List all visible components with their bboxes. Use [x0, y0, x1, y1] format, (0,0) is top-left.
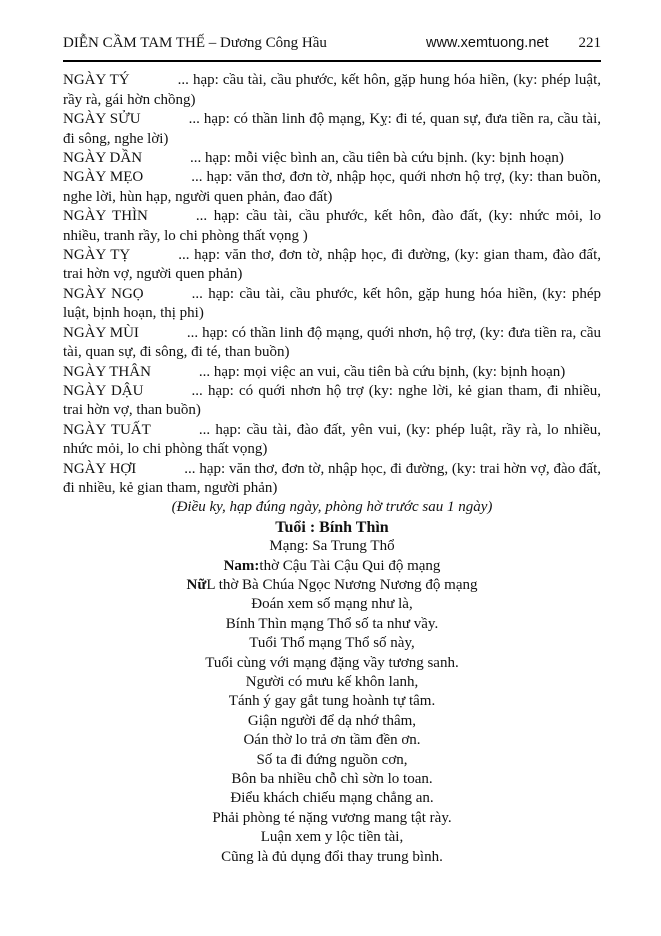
- day-entry-text: ... hạp: mọi việc an vui, cầu tiên bà cứu bịnh, (ky: bịnh hoạn): [198, 363, 566, 380]
- day-label: NGÀY SỬU: [63, 111, 141, 128]
- poem-line: Giận người để dạ nhớ thâm,: [247, 712, 417, 729]
- day-entry-text: ... hạp: có thần linh độ mạng, Kỵ: đi té, quan sự, đưa tiền ra, cầu tài, đi sông, nghe lời): [63, 111, 601, 147]
- fortune-poem: [63, 595, 601, 867]
- header-right: [426, 34, 601, 53]
- poem-line: Số ta đi đứng nguồn cơn,: [256, 751, 408, 768]
- book-title: DIỄN CẦM TAM THẾ – Dương Công Hầu: [63, 35, 327, 51]
- poem-line: Tánh ý gay gắt tung hoành tự tâm.: [228, 693, 436, 710]
- day-entry-text: ... hạp: có thần linh độ mạng, quới nhơn, hộ trợ, (ky: đưa tiền ra, cầu tài, quan sự, đi sông, đi té, than buồn): [63, 324, 601, 361]
- day-entry-dan: [63, 149, 601, 168]
- poem-line: Đoán xem số mạng như là,: [251, 596, 413, 613]
- day-entry-text: ... hạp: cầu tài, cầu phước, kết hôn, đào đất, (ky: nhức mỏi, lo nhiều, tranh rầy, lo chi phòng thất vọng ): [63, 208, 602, 244]
- day-entry-thin: [63, 207, 601, 246]
- poem-line: Bôn ba nhiều chỗ chì sờn lo toan.: [231, 771, 433, 788]
- male-text: thờ Cậu Tài Cậu Qui độ mạng: [259, 557, 441, 574]
- destiny-line: Mạng: Sa Trung Thổ: [269, 538, 395, 555]
- day-entry-hoi: [63, 460, 601, 499]
- page-number: 221: [578, 35, 601, 51]
- day-entry-ngo: [63, 285, 601, 324]
- poem-line: Phải phòng té nặng vương mang tật rày.: [212, 809, 452, 826]
- day-entry-tuat: [63, 421, 601, 460]
- day-label: NGÀY DẬU: [63, 382, 144, 399]
- day-entry-text: ... hạp: cầu tài, cầu phước, kết hôn, gặp hung hóa hiền, (ky: phép luật, rầy rà, gái hờn chồng): [63, 72, 602, 108]
- male-worship-line: [63, 557, 601, 576]
- poem-line: Điểu khách chiếu mạng chẳng an.: [230, 790, 434, 807]
- day-label: NGÀY TỴ: [63, 247, 131, 264]
- website-url: www.xemtuong.net: [425, 35, 549, 51]
- female-worship-line: [63, 576, 601, 595]
- poem-line: Oán thờ lo trả ơn tầm đền ơn.: [243, 732, 421, 749]
- male-label: Nam:: [223, 557, 260, 574]
- day-entry-text: ... hạp: văn thơ, đơn tờ, nhập học, đi đường, (ky: trai hờn vợ, đào đất, đi nhiều, kẻ gian tham, người phản): [63, 460, 601, 496]
- day-label: NGÀY TÝ: [63, 72, 130, 89]
- page-header: [63, 34, 601, 62]
- poem-line: Người có mưu kế khôn lanh,: [245, 674, 419, 690]
- day-label: NGÀY MẸO: [63, 169, 144, 186]
- day-entry-ti: [63, 246, 601, 285]
- day-entry-meo: [63, 168, 601, 207]
- female-label: Nữ: [186, 576, 207, 593]
- female-text: L thờ Bà Chúa Ngọc Nương Nương độ mạng: [206, 576, 478, 593]
- day-label: NGÀY NGỌ: [63, 285, 144, 302]
- day-entry-text: ... hạp: mỗi việc bình an, cầu tiên bà cứu bịnh. (ky: bịnh hoạn): [190, 150, 564, 167]
- caution-note: (Điều ky, hạp đúng ngày, phòng hờ trước sau 1 ngày): [171, 499, 493, 516]
- day-entry-text: ... hạp: cầu tài, đào đất, yên vui, (ky: phép luật, rầy rà, lo nhiều, nhức mỏi, lo chi phòng thất vọng): [63, 421, 601, 458]
- day-entry-text: ... hạp: văn thơ, đơn tờ, nhập học, đi đường, (ky: gian tham, đào đất, trai hờn vợ, người quen phản): [63, 247, 602, 283]
- day-label: NGÀY THÌN: [63, 208, 148, 225]
- day-entries-list: [63, 71, 601, 498]
- day-label: NGÀY HỢI: [63, 460, 137, 477]
- day-entry-text: ... hạp: cầu tài, cầu phước, kết hôn, gặp hung hóa hiền, (ky: phép luật, bịnh hoạn, thị phi): [63, 285, 601, 322]
- day-label: NGÀY TUẤT: [63, 421, 151, 438]
- poem-line: Bính Thìn mạng Thổ số ta như vầy.: [225, 615, 439, 632]
- day-entry-text: ... hạp: văn thơ, đơn tờ, nhập học, quới nhơn hộ trợ, (ky: than buồn, nghe lời, hùn hạp, người quen phản, đao đất): [63, 169, 602, 205]
- day-entry-than: [63, 363, 601, 382]
- age-title: Tuổi : Bính Thìn: [275, 518, 389, 536]
- day-entry-mui: [63, 324, 601, 363]
- poem-line: Tuổi Thổ mạng Thổ số này,: [249, 635, 415, 652]
- day-label: NGÀY DẦN: [63, 150, 143, 167]
- day-label: NGÀY MÙI: [63, 324, 139, 341]
- day-entry-ty: [63, 71, 601, 110]
- day-label: NGÀY THÂN: [63, 363, 151, 380]
- poem-line: Cũng là đủ dụng đổi thay trung bình.: [221, 848, 443, 865]
- day-entry-dau: [63, 382, 601, 421]
- poem-line: Luận xem y lộc tiền tài,: [260, 829, 404, 846]
- day-entry-text: ... hạp: có quới nhơn hộ trợ (ky: nghe lời, kẻ gian tham, đi nhiều, trai hờn vợ, than buồn): [63, 382, 601, 419]
- poem-line: Tuổi cùng với mạng đặng vầy tương sanh.: [205, 654, 459, 671]
- day-entry-suu: [63, 110, 601, 149]
